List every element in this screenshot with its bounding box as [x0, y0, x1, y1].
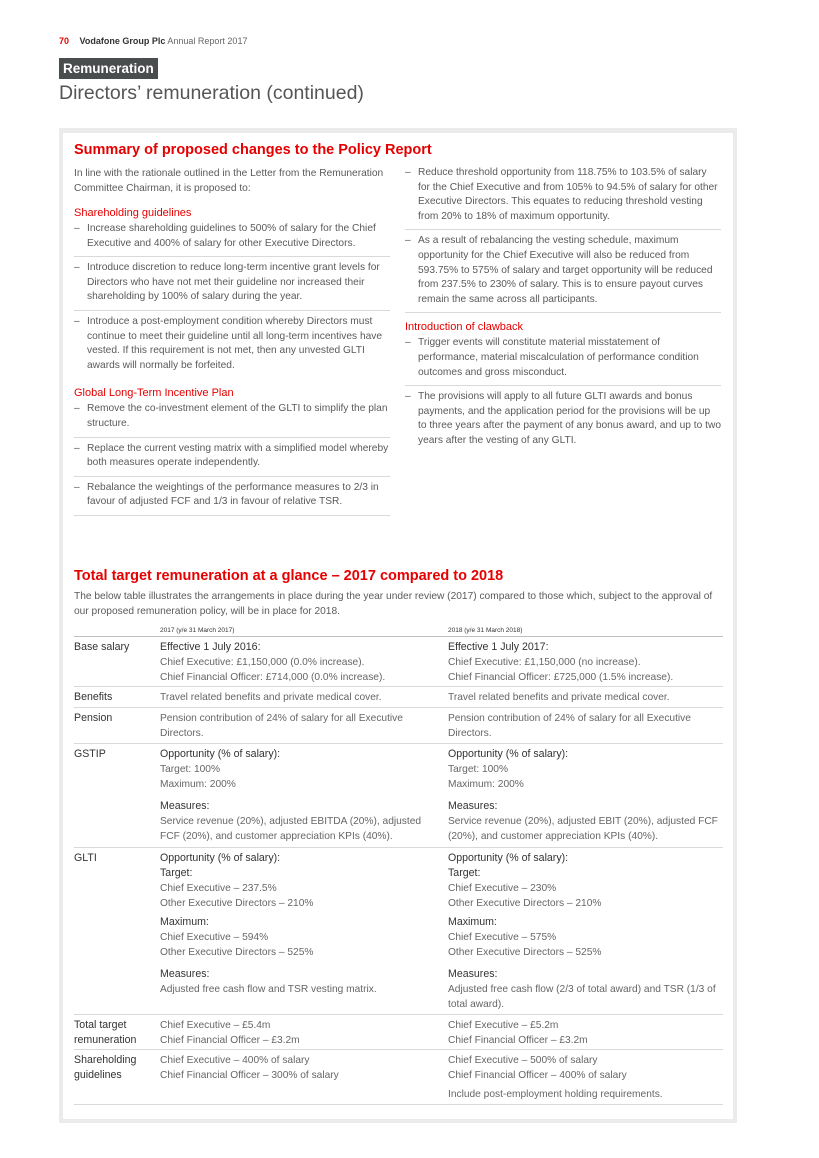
cell-line: Service revenue (20%), adjusted EBIT (20%), adjusted FCF (20%), and customer appreciation KPIs (40%). [448, 816, 718, 842]
cell-line: Chief Executive – 230% [448, 883, 557, 894]
cell-line: Target: 100% [160, 764, 221, 775]
cell-line: Chief Financial Officer – £3.2m [448, 1035, 588, 1046]
list-item: – Remove the co-investment element of the GLTI to simplify the plan structure. [74, 402, 390, 437]
cell-bold: Measures: [160, 968, 210, 980]
cell-2017 [160, 711, 440, 741]
cell-2017 [160, 747, 440, 844]
cell-bold: Measures: [448, 968, 498, 980]
cell-line: Chief Executive – 594% [160, 932, 269, 943]
cell-2017 [160, 1053, 440, 1083]
cell-line: Other Executive Directors – 210% [160, 898, 314, 909]
summary-right-column [405, 166, 721, 458]
cell-line: Chief Executive: £1,150,000 (no increase). [448, 657, 641, 668]
page-title: Directors’ remuneration (continued) [59, 82, 364, 104]
cell-line: Adjusted free cash flow and TSR vesting matrix. [160, 984, 377, 995]
cell-bold: Effective 1 July 2017: [448, 641, 549, 653]
cell-2018 [448, 851, 723, 1012]
summary-intro: In line with the rationale outlined in the Letter from the Remuneration Committee Chairman, it is proposed to: [74, 168, 384, 194]
col-2018-header: 2018 (y/e 31 March 2018) [448, 627, 523, 634]
list-item: – Increase shareholding guidelines to 500% of salary for the Chief Executive and 400% of salary for other Executive Directors. [74, 222, 390, 257]
cell-2017 [160, 1018, 440, 1048]
table-header [74, 626, 723, 637]
summary-title: Summary of proposed changes to the Policy Report [74, 142, 432, 158]
cell-line: Chief Financial Officer – 400% of salary [448, 1070, 627, 1081]
page-number: 70 [59, 36, 70, 46]
cell-line: Chief Executive: £1,150,000 (0.0% increase). [160, 657, 365, 668]
cell-line: Maximum: 200% [448, 779, 524, 790]
cell-line: Chief Executive – £5.2m [448, 1020, 559, 1031]
table-row [74, 687, 723, 708]
list-item: – Rebalance the weightings of the performance measures to 2/3 in favour of adjusted FCF and 1/3 in favour of relative TSR. [74, 481, 390, 516]
cell-bold: Opportunity (% of salary): [160, 852, 281, 864]
list-item: – Introduce a post-employment condition whereby Directors must continue to meet their guideline until all long-term incentives have vested. If this requirement is not met, then any unvested GLTI awards will normally be forfeited. [74, 315, 390, 378]
cell-line: Chief Executive – 575% [448, 932, 557, 943]
shareholding-heading: Shareholding guidelines [74, 207, 192, 219]
cell-line: Chief Financial Officer: £725,000 (1.5% increase). [448, 672, 674, 683]
row-label: Pension [74, 712, 113, 724]
gltip-list [74, 402, 390, 516]
row-label: Total target remuneration [74, 1019, 137, 1046]
cell-2018 [448, 1018, 723, 1048]
company-name: Vodafone Group Plc [79, 36, 166, 46]
cell-line: Include post-employment holding requirements. [448, 1089, 663, 1100]
cell-subhead: Maximum: [160, 916, 209, 928]
clawback-list [405, 336, 721, 453]
list-item: – Trigger events will constitute material misstatement of performance, material miscalculation of performance condition outcomes and gross misconduct. [405, 336, 721, 386]
cell-line: Adjusted free cash flow (2/3 of total award) and TSR (1/3 of total award). [448, 984, 716, 1010]
cell-bold: Effective 1 July 2016: [160, 641, 261, 653]
cell-bold: Measures: [448, 800, 498, 812]
cell-2018 [448, 1053, 723, 1102]
cell-2017 [160, 851, 440, 997]
cell-line: Chief Executive – £5.4m [160, 1020, 271, 1031]
cell-line: Other Executive Directors – 210% [448, 898, 602, 909]
cell-line: Other Executive Directors – 525% [448, 947, 602, 958]
shareholding-list [74, 222, 390, 378]
row-label: Base salary [74, 641, 130, 653]
cell-bold: Opportunity (% of salary): [160, 748, 281, 760]
table-row [74, 1050, 723, 1105]
cell-line: Travel related benefits and private medical cover. [448, 692, 670, 703]
summary-left-column [74, 167, 390, 520]
cell-line: Maximum: 200% [160, 779, 236, 790]
cell-bold: Opportunity (% of salary): [448, 852, 569, 864]
table-row [74, 1015, 723, 1050]
remuneration-table [74, 626, 723, 1105]
cell-line: Chief Financial Officer – 300% of salary [160, 1070, 339, 1081]
table-row [74, 637, 723, 687]
cell-line: Travel related benefits and private medical cover. [160, 692, 382, 703]
clawback-heading: Introduction of clawback [405, 321, 524, 334]
glance-intro: The below table illustrates the arrangements in place during the year under review (2017) compared to those which, subject to the approval of our proposed remuneration policy, will be in place for 2018. [74, 591, 713, 617]
cell-line: Other Executive Directors – 525% [160, 947, 314, 958]
row-label: GLTI [74, 852, 97, 864]
cell-line: Service revenue (20%), adjusted EBITDA (20%), adjusted FCF (20%), and customer appreciation KPIs (40%). [160, 816, 422, 842]
cell-2018 [448, 711, 723, 741]
list-item: – Replace the current vesting matrix with a simplified model whereby both measures operate independently. [74, 442, 390, 477]
row-label: Shareholding guidelines [74, 1054, 137, 1081]
vesting-list [405, 166, 721, 313]
list-item: – As a result of rebalancing the vesting schedule, maximum opportunity for the Chief Executive will also be reduced from 593.75% to 575% of salary and target opportunity will be reduced from 237.5% to 230% of salary. This is to ensure payout curves remain the same across all participants. [405, 234, 721, 313]
cell-subhead: Target: [448, 867, 481, 879]
cell-line: Chief Executive – 500% of salary [448, 1055, 598, 1066]
row-label: Benefits [74, 691, 113, 703]
cell-2018 [448, 747, 723, 844]
gltip-heading: Global Long-Term Incentive Plan [74, 387, 234, 400]
cell-bold: Opportunity (% of salary): [448, 748, 569, 760]
cell-line: Target: 100% [448, 764, 509, 775]
table-row [74, 744, 723, 848]
list-item: – The provisions will apply to all future GLTI awards and bonus payments, and the application period for the provisions will be up to three years after the payment of any bonus award, and up to two years after the vesting of any GLTI. [405, 390, 721, 453]
cell-2017 [160, 690, 440, 705]
cell-subhead: Maximum: [448, 916, 497, 928]
cell-2018 [448, 640, 723, 685]
table-row [74, 848, 723, 1015]
section-tag: Remuneration [59, 58, 158, 79]
list-item: – Introduce discretion to reduce long-term incentive grant levels for Directors who have not met their guideline nor increased their shareholding by 100% of salary during the year. [74, 261, 390, 311]
page-header [59, 36, 247, 46]
cell-2017 [160, 640, 440, 685]
cell-subhead: Target: [160, 867, 193, 879]
cell-line: Chief Executive – 400% of salary [160, 1055, 310, 1066]
table-row [74, 708, 723, 744]
cell-line: Pension contribution of 24% of salary for all Executive Directors. [160, 713, 403, 739]
glance-title: Total target remuneration at a glance – 2017 compared to 2018 [74, 568, 504, 584]
list-item: – Reduce threshold opportunity from 118.75% to 103.5% of salary for the Chief Executive and from 105% to 94.5% of salary for other Executive Directors. This equates to reducing threshold vesting from 20% to 18% of maximum opportunity. [405, 166, 721, 230]
cell-line: Chief Financial Officer – £3.2m [160, 1035, 300, 1046]
report-name: Annual Report 2017 [167, 36, 248, 46]
col-2017-header: 2017 (y/e 31 March 2017) [160, 627, 235, 634]
cell-line: Pension contribution of 24% of salary for all Executive Directors. [448, 713, 691, 739]
row-label: GSTIP [74, 748, 106, 760]
cell-line: Chief Executive – 237.5% [160, 883, 277, 894]
cell-bold: Measures: [160, 800, 210, 812]
cell-2018 [448, 690, 723, 705]
cell-line: Chief Financial Officer: £714,000 (0.0% increase). [160, 672, 386, 683]
